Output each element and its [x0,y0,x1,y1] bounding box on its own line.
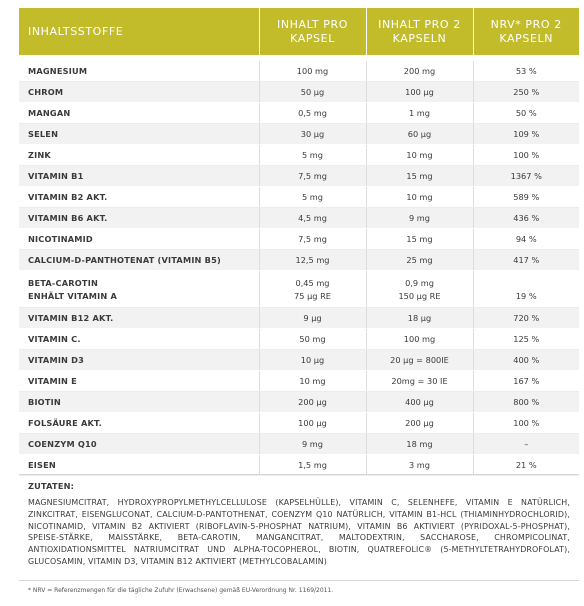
amount-per-capsule: 5 mg [259,145,366,166]
nrv-percent: 109 % [473,124,579,145]
table-row [19,455,579,476]
header-per-capsule: INHALT PRO KAPSEL [259,8,366,55]
amount-per-capsule: 9 mg [259,434,366,455]
nutrient-name-line-2: ENHÄLT VITAMIN A [28,290,118,301]
nutrient-name [19,271,259,308]
table-row [19,250,579,271]
amount-per-capsule: 100 mg [259,61,366,82]
nrv-percent: 100 % [473,413,579,434]
amount-per-capsule: 50 mg [259,329,366,350]
divider [19,580,579,581]
amount-per-2-capsules: 200 mg [366,61,473,82]
nrv-percent: 400 % [473,350,579,371]
table-row [19,145,579,166]
header-nrv: NRV* PRO 2 KAPSELN [473,8,579,55]
nutrient-name: SELEN [19,124,259,145]
nutrition-table [19,8,579,476]
amount-per-capsule: 10 mg [259,371,366,392]
amount-per-capsule: 0,5 mg [259,103,366,124]
nutrient-name: MANGAN [19,103,259,124]
amount-per-2-capsules: 100 mg [366,329,473,350]
footnote: * NRV = Referenzmengen für die tägliche Zufuhr (Erwachsene) gemäß EU-Verordnung Nr. 1169/2011. [28,587,334,594]
amount-per-2-capsules: 20mg = 30 IE [366,371,473,392]
amount-per-capsule: 5 mg [259,187,366,208]
table-row [19,329,579,350]
amount-per-capsule [259,271,366,308]
nrv-percent: 100 % [473,145,579,166]
nutrient-name: CALCIUM-D-PANTHOTENAT (VITAMIN B5) [19,250,259,271]
nrv-percent: 53 % [473,61,579,82]
amount-per-capsule: 1,5 mg [259,455,366,476]
nutrient-name: FOLSÄURE AKT. [19,413,259,434]
amount-per-2-capsules: 10 mg [366,187,473,208]
nrv-percent: – [473,434,579,455]
amount-per-2-capsules: 25 mg [366,250,473,271]
nutrient-name: VITAMIN C. [19,329,259,350]
nrv-percent: 167 % [473,371,579,392]
amount-per-2-capsules-line-2: 150 µg RE [398,290,441,301]
nrv-percent: 800 % [473,392,579,413]
nrv-percent: 589 % [473,187,579,208]
nutrient-name: VITAMIN B6 AKT. [19,208,259,229]
table-row [19,82,579,103]
nutrient-name: EISEN [19,455,259,476]
amount-per-2-capsules: 100 µg [366,82,473,103]
amount-per-capsule: 12,5 mg [259,250,366,271]
amount-per-2-capsules: 18 mg [366,434,473,455]
table-row [19,308,579,329]
table-row [19,371,579,392]
table-row [19,413,579,434]
amount-per-capsule: 10 µg [259,350,366,371]
amount-per-capsule: 9 µg [259,308,366,329]
nrv-percent [473,271,579,308]
table-row [19,124,579,145]
ingredients-text: MAGNESIUMCITRAT, HYDROXYPROPYLMETHYLCELLULOSE (KAPSELHÜLLE), VITAMIN C, SELENHEFE, VITAMIN E NATÜRLICH, ZINKCITRAT, EISENGLUCONAT, CALCIUM-D-PANTOTHENAT, COENZYM Q10 NATÜRLICH, VITAMIN B1-HCL (THIAMINHYDROCHLORID), NICOTINAMID, VITAMIN B2 AKTIVIERT (RIBOFLAVIN-5-PHOSPHAT NATRIUM), VITAMIN B6 AKTIVIERT (PYRIDOXAL-5-PHOSPHAT), SPEISE-STÄRKE, MAISSTÄRKE, BETA-CAROTIN, MANGANCITRAT, MALTODEXTRIN, SACCHAROSE, CHROMPICOLINAT, ANTIOXIDATIONSMITTEL NATRIUMCITRAT UND ALPHA-TOCOPHEROL, BIOTIN, QUATREFOLIC® (5-METHYLTETRAHYDROFOLAT), GLUCOSAMIN, VITAMIN D3, VITAMIN B12 AKTIVIERT (METHYLCOBALAMIN) [28,498,570,566]
nrv-percent-line-1 [474,278,580,289]
amount-per-2-capsules: 10 mg [366,145,473,166]
table-row [19,166,579,187]
amount-per-capsule: 50 µg [259,82,366,103]
table-row [19,350,579,371]
table-row [19,434,579,455]
nrv-percent: 94 % [473,229,579,250]
header-ingredients: INHALTSSTOFFE [19,8,259,55]
nrv-percent: 250 % [473,82,579,103]
table-row [19,103,579,124]
nrv-percent: 1367 % [473,166,579,187]
table-row [19,187,579,208]
nutrient-name: BIOTIN [19,392,259,413]
table-row [19,229,579,250]
nutrient-name: VITAMIN B12 AKT. [19,308,259,329]
nutrient-name: VITAMIN D3 [19,350,259,371]
amount-per-2-capsules: 18 µg [366,308,473,329]
nutrient-name: VITAMIN B1 [19,166,259,187]
amount-per-2-capsules: 3 mg [366,455,473,476]
amount-per-capsule: 7,5 mg [259,229,366,250]
amount-per-2-capsules: 400 µg [366,392,473,413]
nrv-percent: 125 % [473,329,579,350]
table-row [19,208,579,229]
amount-per-2-capsules: 200 µg [366,413,473,434]
nutrient-name: ZINK [19,145,259,166]
table-row [19,392,579,413]
table-row [19,61,579,82]
amount-per-capsule: 30 µg [259,124,366,145]
nrv-percent-line-2: 19 % [515,290,537,301]
ingredients-section [19,474,579,568]
nutrient-name: VITAMIN B2 AKT. [19,187,259,208]
amount-per-capsule: 100 µg [259,413,366,434]
nutrition-table-container [19,8,579,476]
amount-per-2-capsules: 20 µg = 800IE [366,350,473,371]
nutrient-name: CHROM [19,82,259,103]
amount-per-2-capsules: 15 mg [366,166,473,187]
amount-per-capsule: 4,5 mg [259,208,366,229]
nutrient-name: COENZYM Q10 [19,434,259,455]
table-row [19,271,579,308]
amount-per-2-capsules: 1 mg [366,103,473,124]
nrv-percent: 436 % [473,208,579,229]
amount-per-capsule: 7,5 mg [259,166,366,187]
header-per-2-capsules: INHALT PRO 2 KAPSELN [366,8,473,55]
amount-per-2-capsules: 15 mg [366,229,473,250]
nrv-percent: 21 % [473,455,579,476]
nutrient-name: NICOTINAMID [19,229,259,250]
table-header-row [19,8,579,55]
ingredients-title: ZUTATEN: [28,481,75,491]
nutrient-name-line-1: BETA-CAROTIN [28,277,99,288]
nutrient-name: VITAMIN E [19,371,259,392]
amount-per-capsule: 200 µg [259,392,366,413]
amount-per-2-capsules: 60 µg [366,124,473,145]
amount-per-2-capsules-line-1: 0,9 mg [405,277,434,288]
amount-per-capsule-line-2: 75 µg RE [294,290,331,301]
amount-per-2-capsules: 9 mg [366,208,473,229]
nrv-percent: 720 % [473,308,579,329]
amount-per-capsule-line-1: 0,45 mg [295,277,330,288]
nrv-percent: 417 % [473,250,579,271]
amount-per-2-capsules [366,271,473,308]
nutrient-name: MAGNESIUM [19,61,259,82]
nrv-percent: 50 % [473,103,579,124]
